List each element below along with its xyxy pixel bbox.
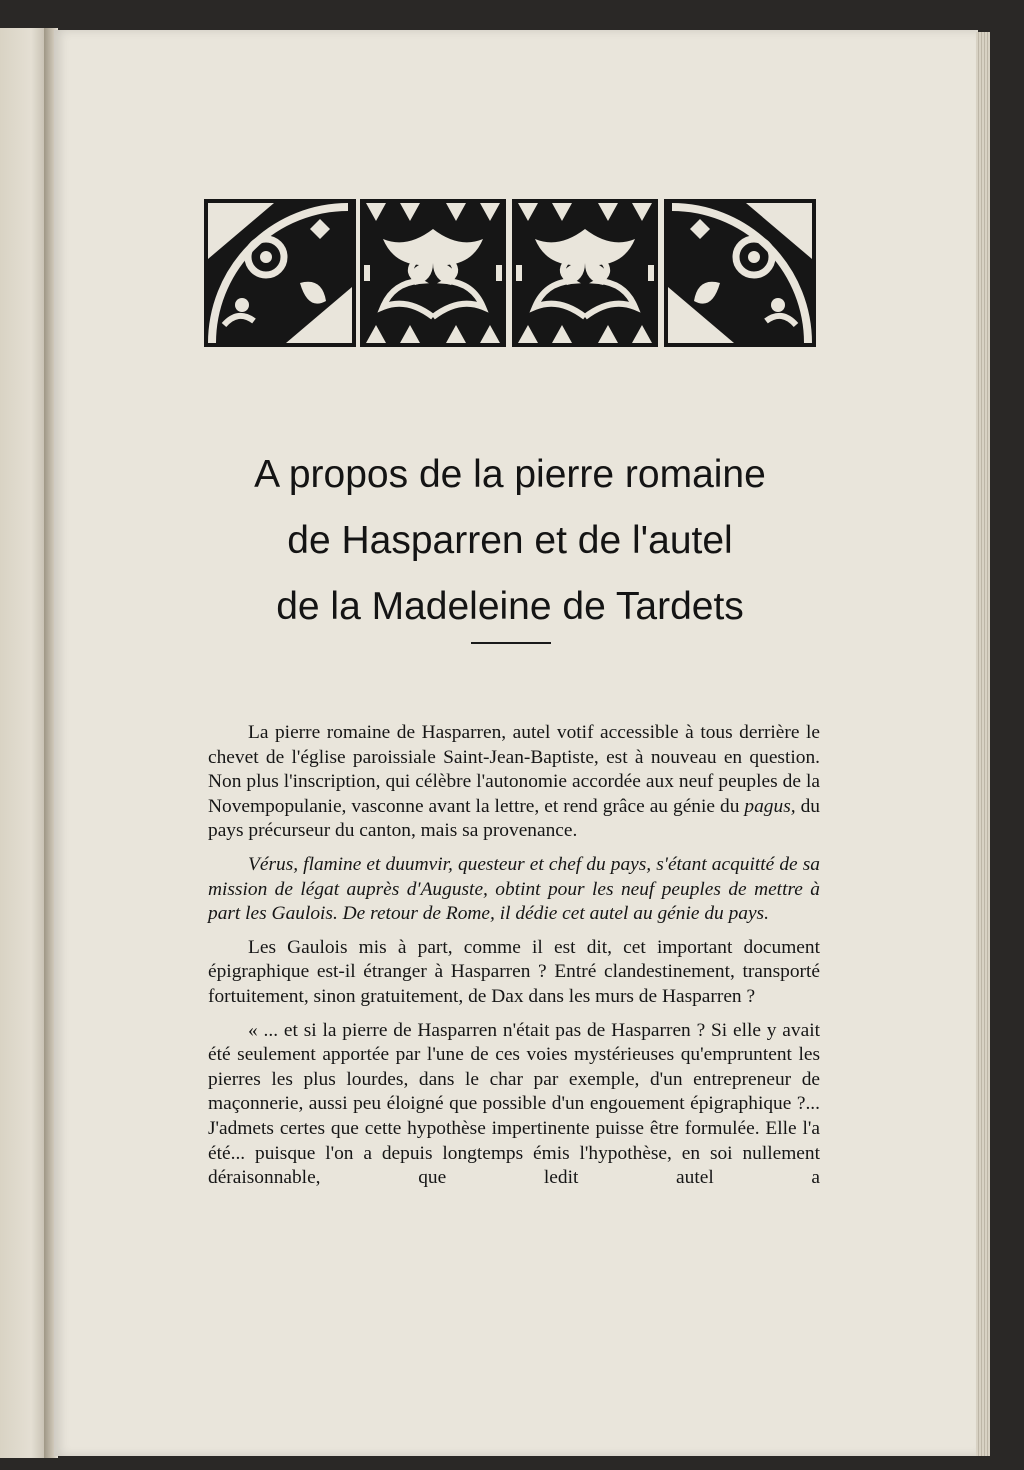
title-line: A propos de la pierre romaine xyxy=(254,453,766,496)
paragraph: Les Gaulois mis à part, comme il est dit, cet important document épigraphique est-il étranger à Hasparren ? Entré clandestinement, transporté fortuitement, sinon gratuitement, de Dax dans les murs de Hasparren ? xyxy=(208,936,820,1007)
quoted-inscription: Vérus, flamine et duumvir, questeur et chef du pays, s'étant acquitté de sa mission de légat auprès d'Auguste, obtint pour les neuf peuples de mettre à part les Gaulois. De retour de Rome, il dédie cet autel au génie du pays. xyxy=(208,853,820,925)
decorative-frieze xyxy=(204,199,816,347)
paragraph-text: du pays précurseur du canton, mais sa provenance. xyxy=(208,795,820,842)
paragraph: « ... et si la pierre de Hasparren n'était pas de Hasparren ? Si elle y avait été seulement apportée par l'une de ces voies mystérieuses qu'empruntent les pierres les plus lourdes, dans le char par exemple, d'un entrepreneur de maçonnerie, aussi peu éloigné que possible d'un engouement épigraphique ?... J'admets certes que cette hypothèse impertinente puisse être formulée. Elle l'a été... puisque l'on a depuis longtemps émis l'hypothèse, en soi nullement déraisonnable, que ledit autel a xyxy=(208,1019,820,1189)
emphasis-text: pagus, xyxy=(744,795,796,817)
page-stack-edge xyxy=(976,32,990,1456)
paragraph-text: La pierre romaine de Hasparren, autel votif accessible à tous derrière le chevet de l'église paroissiale Saint-Jean-Baptiste, est à nouveau en question. Non plus l'inscription, qui célèbre l'autonomie accordée aux neuf peuples de la Novempopulanie, vasconne avant la lettre, et rend grâce au génie du xyxy=(208,722,820,817)
title-divider xyxy=(471,642,551,644)
title-line: de la Madeleine de Tardets xyxy=(276,585,744,628)
article-body xyxy=(208,721,820,1200)
paragraph xyxy=(208,721,820,844)
article-title xyxy=(190,442,830,640)
title-line: de Hasparren et de l'autel xyxy=(287,519,733,562)
